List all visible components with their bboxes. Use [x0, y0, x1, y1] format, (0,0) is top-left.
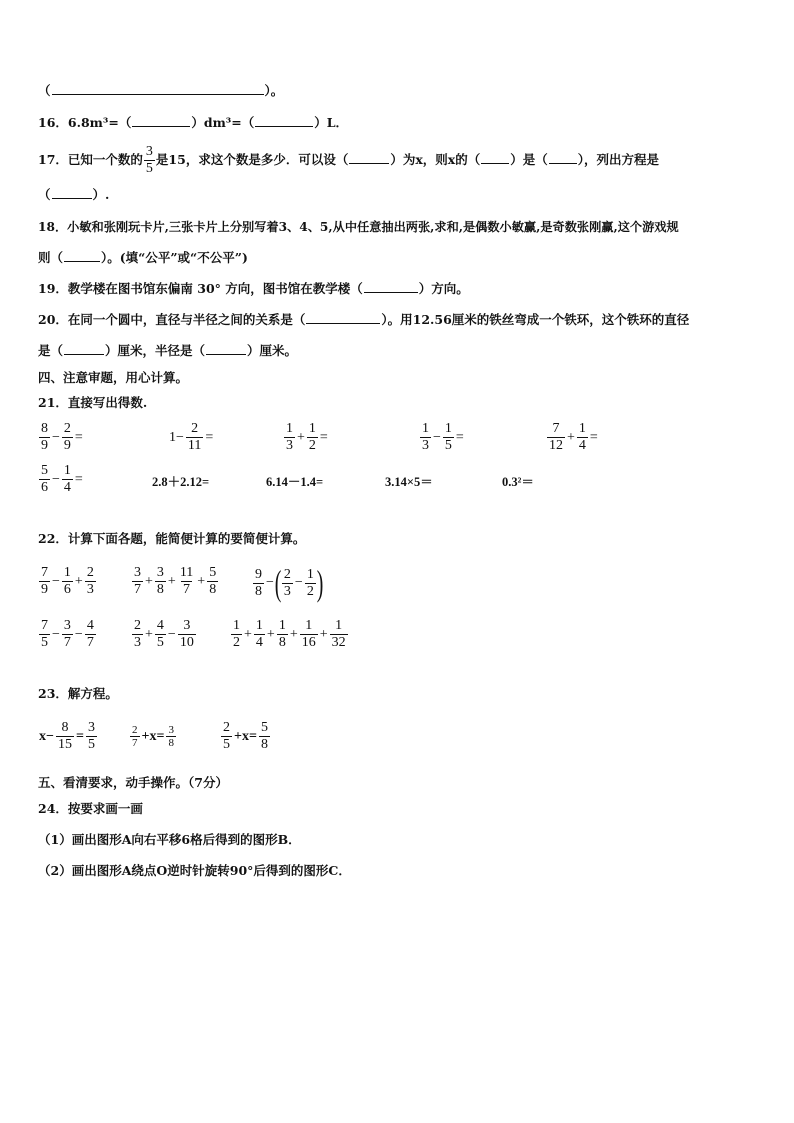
question-18-line2: 则（ ）。(填“公平”或“不公平”) — [38, 250, 248, 265]
question-19: 19．教学楼在图书馆东偏南 30° 方向，图书馆在教学楼（ ）方向。 — [38, 281, 469, 296]
q21-expr-10: 0.3²＝ — [502, 475, 534, 489]
q21-expr-2: 1− $\frac{2}{11}$ = — [169, 421, 214, 453]
answer-blank[interactable] — [52, 82, 264, 95]
q21-expr-7: 2.8＋2.12= — [152, 475, 210, 489]
q21-expr-6: $\frac{5}{6}$ − $\frac{1}{4}$ = — [41, 463, 83, 495]
question-20: 20．在同一个圆中，直径与半径之间的关系是（ ）。用12.56厘米的铁丝弯成一个铁环，这个铁环的直径 — [38, 312, 690, 327]
answer-blank[interactable] — [64, 342, 104, 355]
q21-expr-8: 6.14－1.4= — [266, 475, 324, 489]
question-22-title: 22．计算下面各题，能简便计算的要简便计算。 — [38, 531, 306, 546]
q22-expr-r1c2: $\frac{3}{7}$ + $\frac{3}{8}$ + $\frac{11}{7}$ + $\frac{5}{8}$ — [134, 565, 217, 597]
q21-expr-1: $\frac{8}{9}$ − $\frac{2}{9}$ = — [41, 421, 83, 453]
answer-blank[interactable] — [549, 151, 577, 164]
answer-blank[interactable] — [349, 151, 389, 164]
question-20-line2: 是（ ）厘米，半径是（ ）厘米。 — [38, 343, 298, 358]
answer-line-continued — [38, 82, 764, 100]
answer-blank[interactable] — [132, 114, 190, 127]
q23-equation-2: $\frac{2}{7}$ +x= $\frac{3}{8}$ — [132, 724, 174, 749]
q23-equation-1: x− $\frac{8}{15}$ = $\frac{3}{5}$ — [39, 720, 95, 752]
question-23-title: 23．解方程。 — [38, 686, 118, 701]
answer-blank[interactable] — [206, 342, 246, 355]
paren-close: ）。 — [264, 83, 284, 98]
answer-blank[interactable] — [52, 186, 92, 199]
question-16: 16．6.8m³=（ ）dm³=（ ）L． — [38, 115, 349, 130]
paren-open: （ — [38, 83, 51, 98]
q22-expr-r2c1: $\frac{7}{5}$ − $\frac{3}{7}$ − $\frac{4}{7}$ — [41, 618, 94, 650]
question-24-item-1: （1）画出图形A向右平移6格后得到的图形B． — [38, 832, 301, 847]
q22-expr-r2c3: $\frac{1}{2}$ + $\frac{1}{4}$ + $\frac{1}{8}$ + $\frac{1}{16}$ + $\frac{1}{32}$ — [233, 618, 346, 650]
answer-blank[interactable] — [481, 151, 509, 164]
q21-expr-5: $\frac{7}{12}$ + $\frac{1}{4}$ = — [549, 421, 598, 453]
answer-blank[interactable] — [364, 280, 418, 293]
q23-equation-3: $\frac{2}{5}$ +x= $\frac{5}{8}$ — [223, 720, 268, 752]
q22-expr-r1c3: $\frac{9}{8}$ − ( $\frac{2}{3}$ − $\frac{1}{2}$ ) — [255, 563, 324, 603]
q21-expr-4: $\frac{1}{3}$ − $\frac{1}{5}$ = — [422, 421, 464, 453]
answer-blank[interactable] — [255, 114, 313, 127]
question-24-title: 24．按要求画一画 — [38, 801, 143, 816]
question-17: 17．已知一个数的 $\frac{3}{5}$ 是15，求这个数是多少．可以设（ ）为x，则x的（ ）是（ ），列出方程是 — [38, 144, 660, 176]
q21-expr-9: 3.14×5＝ — [385, 475, 433, 489]
fraction: $\frac{3}{5}$ — [145, 144, 153, 176]
q22-expr-r2c2: $\frac{2}{3}$ + $\frac{4}{5}$ − $\frac{3}{10}$ — [134, 618, 194, 650]
question-21-title: 21．直接写出得数. — [38, 395, 148, 410]
question-24-item-2: （2）画出图形A绕点O逆时针旋转90°后得到的图形C． — [38, 863, 351, 878]
question-18: 18．小敏和张刚玩卡片,三张卡片上分别写着3、4、5,从中任意抽出两张,求和,是偶数小敏赢,是奇数张刚赢,这个游戏规 — [38, 220, 679, 234]
section-5-heading: 五、看清要求，动手操作。（7分） — [38, 775, 228, 790]
answer-blank[interactable] — [306, 311, 380, 324]
question-17-line2: （ ）. — [38, 187, 110, 202]
section-4-heading: 四、注意审题，用心计算。 — [38, 370, 189, 385]
q22-expr-r1c1: $\frac{7}{9}$ − $\frac{1}{6}$ + $\frac{2}{3}$ — [41, 565, 94, 597]
answer-blank[interactable] — [64, 249, 100, 262]
q21-expr-3: $\frac{1}{3}$ + $\frac{1}{2}$ = — [286, 421, 328, 453]
